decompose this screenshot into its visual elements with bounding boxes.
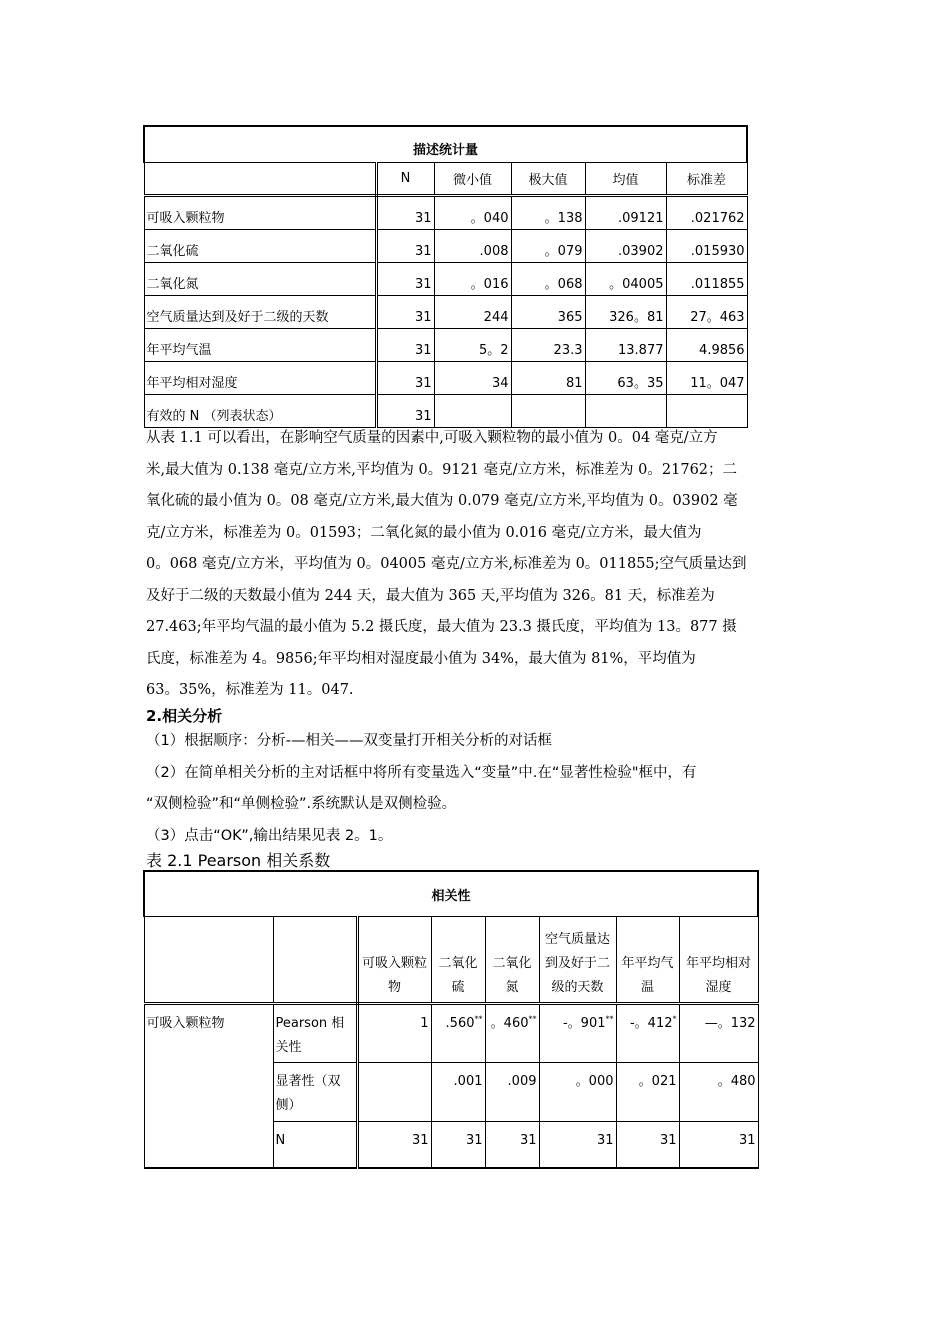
cell-max: 。068 (511, 263, 585, 296)
cell-n: 31 (376, 296, 434, 329)
cell-value: 1 (357, 1004, 431, 1063)
cell-sd: .021762 (666, 196, 747, 230)
cell-sd: 4.9856 (666, 329, 747, 362)
cell-mean: 326。81 (585, 296, 666, 329)
table-row (144, 329, 747, 362)
cell-mean: .03902 (585, 230, 666, 263)
paragraph-line: 63。35%，标准差为 11。047. (146, 682, 354, 698)
paragraph-line: 氧化硫的最小值为 0。08 毫克/立方米,最大值为 0.079 毫克/立方米,平均值为 0。03902 毫 (146, 493, 738, 509)
cell-min: 。040 (434, 196, 511, 230)
row-label: 二氧化硫 (144, 230, 376, 263)
step-line: （3）点击“OK”,输出结果见表 2。1。 (146, 827, 393, 844)
step-line: “双侧检验”和“单侧检验”.系统默认是双侧检验。 (146, 796, 457, 812)
cell-n: 31 (376, 196, 434, 230)
table2-corner-stat (273, 917, 357, 1004)
cell-value: 。480 (679, 1063, 758, 1122)
cell-max: 365 (511, 296, 585, 329)
stat-label: Pearson 相关性 (273, 1004, 357, 1063)
cell-value: -。412* (616, 1004, 679, 1063)
cell-sd: 27。463 (666, 296, 747, 329)
steps-block (146, 726, 816, 852)
cell-value: 。021 (616, 1063, 679, 1122)
cell-max: 81 (511, 362, 585, 395)
table1-header-n: N (376, 163, 434, 196)
cell-value: 。000 (539, 1063, 616, 1122)
cell-min: 34 (434, 362, 511, 395)
paragraph-line: 氏度，标准差为 4。9856;年平均相对湿度最小值为 34%，最大值为 81%，平均值为 (146, 650, 696, 667)
cell-value: 31 (679, 1122, 758, 1168)
row-label: 空气质量达到及好于二级的天数 (144, 296, 376, 329)
row-label: 年平均气温 (144, 329, 376, 362)
cell-sd: .011855 (666, 263, 747, 296)
cell-value (357, 1063, 431, 1122)
cell-max: 。138 (511, 196, 585, 230)
cell-sd: 11。047 (666, 362, 747, 395)
cell-mean: .09121 (585, 196, 666, 230)
section-heading: 2.相关分析 (146, 707, 223, 725)
row-label: 二氧化氮 (144, 263, 376, 296)
cell-mean: 13.877 (585, 329, 666, 362)
paragraph-line: 及好于二级的天数最小值为 244 天，最大值为 365 天,平均值为 326。81 天，标准差为 (146, 587, 715, 604)
row-label: 年平均相对湿度 (144, 362, 376, 395)
cell-n: 31 (376, 395, 434, 428)
cell-value: .560** (431, 1004, 485, 1063)
table-row (144, 263, 747, 296)
cell-value: 31 (539, 1122, 616, 1168)
descriptive-stats-table (143, 125, 748, 428)
table-row (144, 296, 747, 329)
cell-value: 31 (357, 1122, 431, 1168)
table2-header: 年平均相对湿度 (679, 917, 758, 1004)
cell-max: 。079 (511, 230, 585, 263)
paragraph-line: 米,最大值为 0.138 毫克/立方米,平均值为 0。9121 毫克/立方米，标准差为 0。21762；二 (146, 461, 738, 478)
cell-value: -。901** (539, 1004, 616, 1063)
table2-header: 二氧化硫 (431, 917, 485, 1004)
cell-value: 31 (485, 1122, 539, 1168)
table-row (144, 362, 747, 395)
table-row (144, 230, 747, 263)
cell-value: .009 (485, 1063, 539, 1122)
cell-min: 。016 (434, 263, 511, 296)
table-row (144, 1004, 758, 1063)
stat-label: 显著性（双侧） (273, 1063, 357, 1122)
cell-min: .008 (434, 230, 511, 263)
cell-value: 。460** (485, 1004, 539, 1063)
cell-value: 31 (431, 1122, 485, 1168)
table2-header: 二氧化氮 (485, 917, 539, 1004)
paragraph-line: 从表 1.1 可以看出，在影响空气质量的因素中,可吸入颗粒物的最小值为 0。04 毫克/立方 (146, 430, 718, 446)
analysis-paragraph (146, 423, 816, 707)
table2-corner (144, 917, 273, 1004)
table2-header: 可吸入颗粒物 (357, 917, 431, 1004)
row-label: 有效的 N （列表状态） (144, 395, 376, 428)
row-label: 可吸入颗粒物 (144, 1004, 273, 1168)
table1-header-sd: 标准差 (666, 163, 747, 196)
cell-min: 244 (434, 296, 511, 329)
table-row (144, 196, 747, 230)
step-line: （1）根据顺序：分析-—相关——双变量打开相关分析的对话框 (146, 733, 552, 749)
table2-header: 年平均气温 (616, 917, 679, 1004)
stat-label: N (273, 1122, 357, 1168)
cell-mean: 63。35 (585, 362, 666, 395)
table1-corner (144, 163, 376, 196)
row-label: 可吸入颗粒物 (144, 196, 376, 230)
table1-title: 描述统计量 (144, 126, 747, 163)
table1-header-max: 极大值 (511, 163, 585, 196)
cell-sd: .015930 (666, 230, 747, 263)
paragraph-line: 0。068 毫克/立方米，平均值为 0。04005 毫克/立方米,标准差为 0。011855;空气质量达到 (146, 556, 747, 572)
table1-header-mean: 均值 (585, 163, 666, 196)
cell-n: 31 (376, 329, 434, 362)
paragraph-line: 27.463;年平均气温的最小值为 5.2 摄氏度，最大值为 23.3 摄氏度，平均值为 13。877 摄 (146, 619, 737, 635)
cell-value: .001 (431, 1063, 485, 1122)
paragraph-line: 克/立方米，标准差为 0。01593；二氧化氮的最小值为 0.016 毫克/立方米，最大值为 (146, 524, 702, 541)
cell-n: 31 (376, 230, 434, 263)
correlation-table (143, 870, 759, 1169)
cell-value: —。132 (679, 1004, 758, 1063)
table2-caption: 表 2.1 Pearson 相关系数 (146, 851, 331, 870)
table2-title: 相关性 (144, 871, 758, 917)
table2-header: 空气质量达到及好于二级的天数 (539, 917, 616, 1004)
cell-n: 31 (376, 362, 434, 395)
cell-min: 5。2 (434, 329, 511, 362)
cell-max: 23.3 (511, 329, 585, 362)
table1-header-min: 微小值 (434, 163, 511, 196)
cell-n: 31 (376, 263, 434, 296)
step-line: （2）在简单相关分析的主对话框中将所有变量选入“变量”中.在“显著性检验"框中，有 (146, 764, 697, 781)
cell-mean: 。04005 (585, 263, 666, 296)
cell-value: 31 (616, 1122, 679, 1168)
